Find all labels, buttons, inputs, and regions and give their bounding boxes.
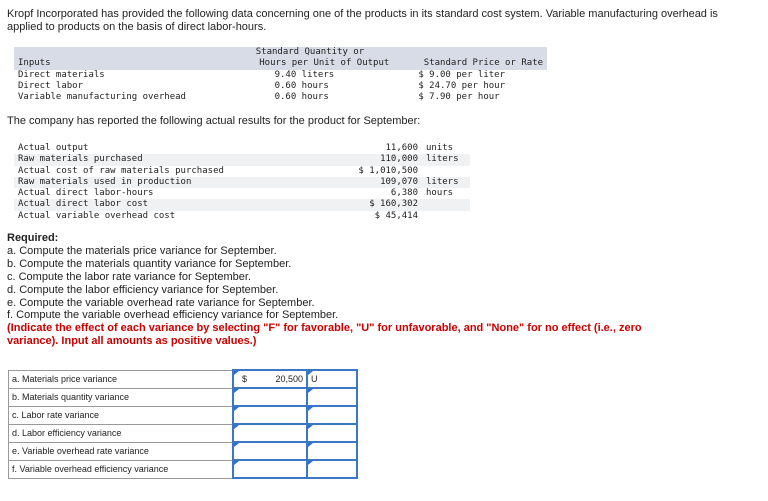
actual-table: [14, 143, 470, 222]
required-item: e. Compute the variable overhead rate variance for September.: [7, 296, 315, 309]
variance-label: e. Variable overhead rate variance: [9, 442, 234, 460]
actual-unit: liters: [422, 154, 470, 165]
effect-select[interactable]: [307, 442, 357, 460]
header-price: Standard Price or Rate: [393, 58, 547, 69]
actual-value: $ 45,414: [374, 210, 418, 221]
actual-value: $ 160,302: [334, 199, 422, 210]
flag-icon: [234, 443, 239, 447]
actual-unit: [422, 166, 470, 177]
answer-row: [9, 424, 358, 442]
intro-text: Kropf Incorporated has provided the following data concerning one of the products in its standard cost system. Variable manufacturing overhead is applied to products on the basis of direct labor-hours.: [7, 8, 718, 33]
flag-icon: [234, 389, 239, 393]
actual-row: [14, 177, 470, 188]
variance-label: c. Labor rate variance: [9, 406, 234, 424]
effect-select[interactable]: [307, 460, 357, 478]
instruction-text: (Indicate the effect of each variance by selecting "F" for favorable, "U" for unfavorable, and "None" for no effect (i.e., zero variance). Input all amounts as positive values.): [7, 322, 642, 348]
effect-value: U: [311, 374, 318, 384]
amount-input[interactable]: [233, 370, 307, 388]
actual-row: [14, 199, 470, 210]
standards-row: Direct materials 9.40 liters $ 9.00 per liter: [18, 69, 506, 80]
header-inputs: Inputs: [14, 58, 227, 69]
amount-input[interactable]: [233, 406, 307, 424]
flag-icon: [308, 443, 313, 447]
actual-value: 11,600: [385, 143, 418, 153]
actual-label: Actual cost of raw materials purchased: [18, 165, 224, 176]
actual-value: 109,070: [334, 177, 422, 188]
flag-icon: [308, 389, 313, 393]
actual-label: Actual direct labor-hours: [18, 188, 154, 199]
standards-row: Variable manufacturing overhead 0.60 hours $ 7.90 per hour: [18, 92, 500, 103]
flag-icon: [234, 461, 239, 465]
actual-label: Raw materials used in production: [14, 177, 334, 188]
answer-row: [9, 442, 358, 460]
actual-unit: hours: [426, 188, 454, 199]
answer-row: [9, 406, 358, 424]
actual-unit: [422, 211, 470, 222]
variance-label: a. Materials price variance: [9, 370, 234, 388]
flag-icon: [234, 425, 239, 429]
answer-row: [9, 460, 358, 478]
actual-unit: [422, 199, 470, 210]
answer-table: [8, 369, 358, 479]
flag-icon: [308, 425, 313, 429]
flag-icon: [308, 461, 313, 465]
variance-label: b. Materials quantity variance: [9, 388, 234, 406]
currency-symbol: $: [242, 374, 248, 384]
actual-label: Actual direct labor cost: [14, 199, 334, 210]
effect-select[interactable]: [307, 406, 357, 424]
standards-table: [14, 47, 547, 103]
actual-label: Raw materials purchased: [14, 154, 334, 165]
effect-select[interactable]: [307, 424, 357, 442]
actual-unit: liters: [422, 177, 470, 188]
actual-intro: The company has reported the following actual results for the product for September:: [7, 115, 421, 127]
required-title: Required:: [7, 232, 59, 244]
flag-icon: [234, 407, 239, 411]
actual-row: [14, 188, 470, 199]
actual-unit: units: [426, 143, 454, 153]
answer-row: [9, 370, 358, 388]
effect-select[interactable]: [307, 388, 357, 406]
actual-row: [14, 154, 470, 165]
actual-value: 6,380: [390, 188, 418, 199]
header-qty-line1: Standard Quantity or: [227, 47, 394, 58]
amount-input[interactable]: [233, 442, 307, 460]
amount-input[interactable]: [233, 388, 307, 406]
required-item: c. Compute the labor rate variance for September.: [7, 270, 251, 283]
effect-select[interactable]: [307, 370, 357, 388]
actual-row: [14, 143, 470, 154]
required-item: a. Compute the materials price variance for September.: [7, 244, 277, 257]
answer-row: [9, 388, 358, 406]
header-qty-line2: Hours per Unit of Output: [227, 58, 394, 69]
standards-row: Direct labor 0.60 hours $ 24.70 per hour: [18, 80, 506, 91]
actual-row: [14, 211, 470, 222]
amount-input[interactable]: [233, 460, 307, 478]
actual-label: Actual variable overhead cost: [18, 210, 176, 221]
actual-label: Actual output: [18, 143, 89, 153]
actual-value: 110,000: [334, 154, 422, 165]
amount-value: 20,500: [275, 374, 303, 384]
required-section: [7, 232, 677, 348]
flag-icon: [308, 407, 313, 411]
variance-label: d. Labor efficiency variance: [9, 424, 234, 442]
required-item: f. Compute the variable overhead efficiency variance for September.: [7, 309, 339, 322]
required-item: d. Compute the labor efficiency variance for September.: [7, 283, 279, 296]
actual-row: [14, 166, 470, 177]
actual-value: $ 1,010,500: [358, 165, 418, 176]
variance-label: f. Variable overhead efficiency variance: [9, 460, 234, 478]
required-item: b. Compute the materials quantity variance for September.: [7, 257, 292, 270]
amount-input[interactable]: [233, 424, 307, 442]
flag-icon: [234, 371, 239, 375]
